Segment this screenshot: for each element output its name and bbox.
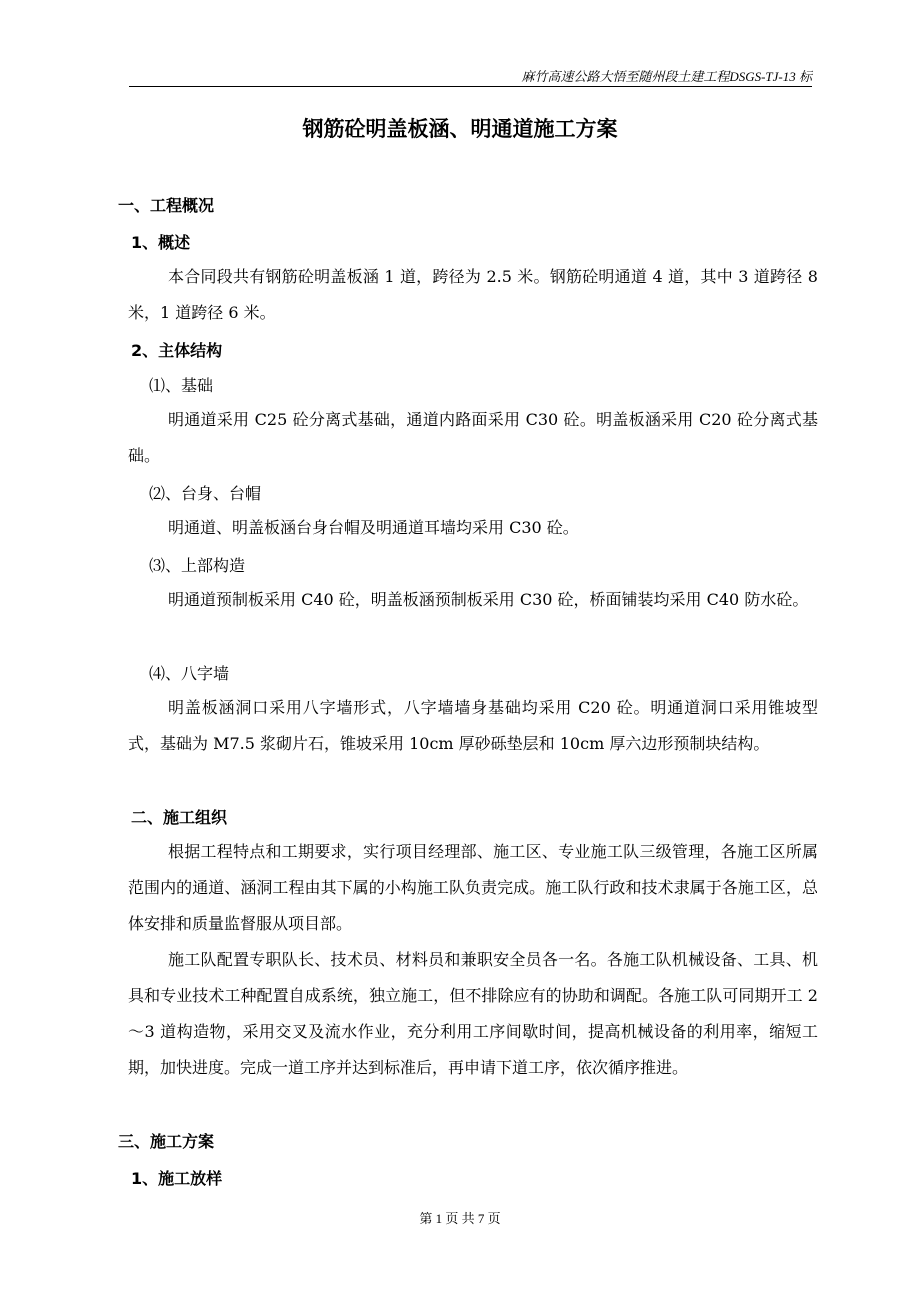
item-heading-foundation: ⑴、基础 bbox=[149, 376, 214, 395]
subsection-heading-main-structure: 2、主体结构 bbox=[131, 341, 223, 360]
subsection-heading-summary: 1、概述 bbox=[131, 233, 191, 252]
subsection-heading-layout: 1、施工放样 bbox=[131, 1169, 223, 1188]
item-heading-wing-wall: ⑷、八字墙 bbox=[149, 664, 230, 683]
paragraph-abutment: 明通道、明盖板涵台身台帽及明通道耳墙均采用 C30 砼。 bbox=[168, 518, 579, 537]
document-title: 钢筋砼明盖板涵、明通道施工方案 bbox=[302, 117, 618, 141]
paragraph-organization-1: 根据工程特点和工期要求，实行项目经理部、施工区、专业施工队三级管理，各施工区所属范围内的通道、涵洞工程由其下属的小构施工队负责完成。施工队行政和技术隶属于各施工区，总体安排和质量监督服从项目部。 bbox=[128, 842, 818, 933]
paragraph-foundation: 明通道采用 C25 砼分离式基础，通道内路面采用 C30 砼。明盖板涵采用 C20 砼分离式基础。 bbox=[128, 410, 818, 465]
running-header: 麻竹高速公路大悟至随州段土建工程DSGS-TJ-13 标 bbox=[521, 69, 812, 84]
header-rule bbox=[129, 86, 812, 87]
section-heading-overview: 一、工程概况 bbox=[118, 196, 215, 215]
section-heading-organization: 二、施工组织 bbox=[131, 808, 228, 827]
page-footer: 第 1 页 共 7 页 bbox=[419, 1211, 501, 1226]
paragraph-superstructure: 明通道预制板采用 C40 砼，明盖板涵预制板采用 C30 砼，桥面铺装均采用 C40 防水砼。 bbox=[168, 590, 809, 609]
paragraph-summary: 本合同段共有钢筋砼明盖板涵 1 道，跨径为 2.5 米。钢筋砼明通道 4 道，其中 3 道跨径 8 米，1 道跨径 6 米。 bbox=[128, 267, 818, 322]
item-heading-superstructure: ⑶、上部构造 bbox=[149, 556, 246, 575]
section-heading-plan: 三、施工方案 bbox=[118, 1132, 215, 1151]
paragraph-organization-2: 施工队配置专职队长、技术员、材料员和兼职安全员各一名。各施工队机械设备、工具、机具和专业技术工种配置自成系统，独立施工，但不排除应有的协助和调配。各施工队可同期开工 2～3 道构造物，采用交叉及流水作业，充分利用工序间歇时间，提高机械设备的利用率，缩短工期，加快进度。完成一道工序并达到标准后，再申请下道工序，依次循序推进。 bbox=[128, 950, 818, 1077]
item-heading-abutment: ⑵、台身、台帽 bbox=[149, 484, 262, 503]
paragraph-wing-wall: 明盖板涵洞口采用八字墙形式，八字墙墙身基础均采用 C20 砼。明通道洞口采用锥坡型式，基础为 M7.5 浆砌片石，锥坡采用 10cm 厚砂砾垫层和 10cm 厚六边形预制块结构。 bbox=[128, 698, 818, 753]
